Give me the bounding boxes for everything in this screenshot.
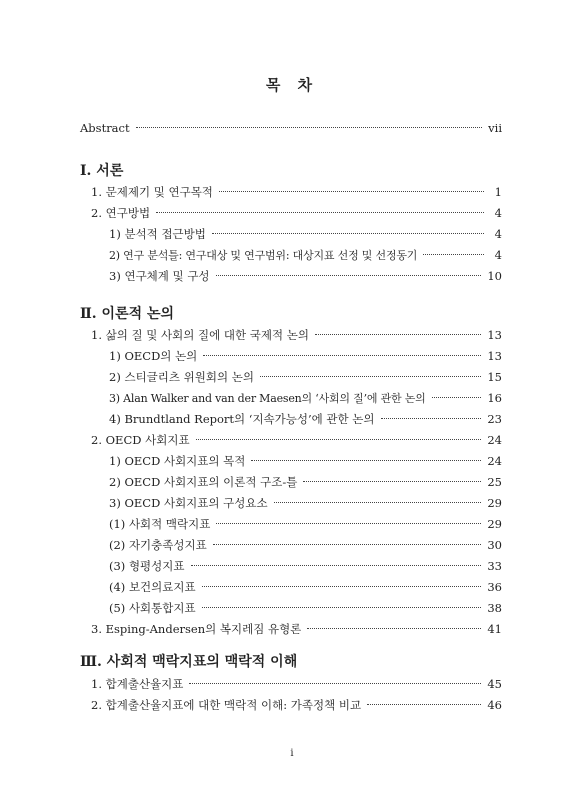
page-number: i bbox=[290, 748, 294, 759]
dot-leader bbox=[189, 683, 481, 684]
dot-leader bbox=[367, 704, 481, 705]
toc-entry-label: 2) 스티글리츠 위원회의 논의 bbox=[109, 370, 254, 384]
toc-entry-page: 23 bbox=[487, 412, 502, 426]
toc-entry-page: 4 bbox=[494, 248, 502, 262]
chapter-heading[interactable]: Ⅲ. 사회적 맥락지표의 맥락적 이해 bbox=[80, 654, 298, 670]
toc-entry[interactable] bbox=[91, 326, 502, 344]
toc-entry[interactable] bbox=[91, 620, 502, 638]
dot-leader bbox=[423, 254, 484, 255]
toc-entry-page: vii bbox=[488, 121, 502, 135]
dot-leader bbox=[260, 376, 481, 377]
toc-entry[interactable] bbox=[109, 473, 502, 491]
dot-leader bbox=[381, 418, 482, 419]
dot-leader bbox=[191, 565, 482, 566]
toc-entry-label: 2. OECD 사회지표 bbox=[91, 433, 190, 447]
toc-entry[interactable] bbox=[91, 431, 502, 449]
dot-leader bbox=[136, 127, 483, 128]
toc-entry[interactable] bbox=[109, 494, 502, 512]
toc-entry-page: 46 bbox=[487, 698, 502, 712]
toc-entry[interactable] bbox=[109, 225, 502, 243]
page-title: 목 차 bbox=[265, 76, 319, 94]
toc-entry-page: 4 bbox=[494, 206, 502, 220]
dot-leader bbox=[274, 502, 482, 503]
dot-leader bbox=[196, 439, 482, 440]
dot-leader bbox=[213, 544, 482, 545]
toc-entry-label: 2. 연구방법 bbox=[91, 206, 151, 220]
toc-entry-label: 3) OECD 사회지표의 구성요소 bbox=[109, 496, 268, 510]
toc-entry-label: 2) 연구 분석틀: 연구대상 및 연구범위: 대상지표 선정 및 선정동기 bbox=[109, 249, 418, 262]
toc-entry-page: 25 bbox=[487, 475, 502, 489]
toc-entry[interactable] bbox=[91, 204, 502, 222]
toc-entry[interactable] bbox=[109, 578, 502, 596]
dot-leader bbox=[251, 460, 481, 461]
toc-entry-label: 2) OECD 사회지표의 이론적 구조-틀 bbox=[109, 475, 298, 489]
dot-leader bbox=[432, 397, 482, 398]
toc-entry-label: 1. 삶의 질 및 사회의 질에 대한 국제적 논의 bbox=[91, 328, 309, 342]
toc-entry-label: 3. Esping-Andersen의 복지레짐 유형론 bbox=[91, 622, 302, 636]
toc-entry[interactable] bbox=[109, 557, 502, 575]
toc-entry[interactable] bbox=[109, 267, 502, 285]
toc-entry-label: (4) 보건의료지표 bbox=[109, 580, 196, 594]
toc-entry-label: (3) 형평성지표 bbox=[109, 559, 185, 573]
toc-entry-label: 4) Brundtland Report의 ‘지속가능성’에 관한 논의 bbox=[109, 412, 375, 426]
toc-entry-page: 36 bbox=[487, 580, 502, 594]
dot-leader bbox=[219, 191, 484, 192]
toc-entry-label: (1) 사회적 맥락지표 bbox=[109, 517, 211, 531]
toc-entry-page: 4 bbox=[494, 227, 502, 241]
dot-leader bbox=[307, 628, 481, 629]
toc-entry-page: 30 bbox=[487, 538, 502, 552]
toc-entry[interactable] bbox=[109, 410, 502, 428]
toc-entry-page: 10 bbox=[487, 269, 502, 283]
toc-entry-label: 1) OECD 사회지표의 목적 bbox=[109, 454, 246, 468]
toc-entry-label: 3) 연구체계 및 구성 bbox=[109, 269, 210, 283]
dot-leader bbox=[303, 481, 481, 482]
dot-leader bbox=[216, 275, 482, 276]
toc-entry-page: 24 bbox=[487, 433, 502, 447]
toc-entry-label: Abstract bbox=[80, 121, 130, 135]
toc-entry-page: 16 bbox=[487, 391, 502, 405]
toc-entry-page: 29 bbox=[487, 517, 502, 531]
toc-entry-page: 45 bbox=[487, 677, 502, 691]
toc-entry[interactable] bbox=[109, 246, 502, 264]
toc-entry-page: 33 bbox=[487, 559, 502, 573]
toc-entry-page: 15 bbox=[487, 370, 502, 384]
toc-entry[interactable] bbox=[91, 183, 502, 201]
dot-leader bbox=[315, 334, 481, 335]
toc-entry-label: 3) Alan Walker and van der Maesen의 ‘사회의 질’에 관한 논의 bbox=[109, 392, 426, 405]
chapter-heading[interactable]: Ⅱ. 이론적 논의 bbox=[80, 306, 175, 322]
chapter-heading[interactable]: Ⅰ. 서론 bbox=[80, 163, 124, 179]
dot-leader bbox=[216, 523, 481, 524]
toc-entry-label: (2) 자기충족성지표 bbox=[109, 538, 207, 552]
toc-entry-page: 13 bbox=[487, 349, 502, 363]
toc-entry[interactable] bbox=[109, 452, 502, 470]
toc-entry-label: 2. 합계출산율지표에 대한 맥락적 이해: 가족정책 비교 bbox=[91, 698, 362, 712]
toc-entry-page: 41 bbox=[487, 622, 502, 636]
toc-entry-abstract[interactable] bbox=[80, 119, 502, 137]
toc-entry[interactable] bbox=[109, 389, 502, 407]
toc-entry-label: (5) 사회통합지표 bbox=[109, 601, 196, 615]
toc-entry-label: 1) 분석적 접근방법 bbox=[109, 227, 206, 241]
toc-entry-label: 1. 문제제기 및 연구목적 bbox=[91, 185, 213, 199]
toc-entry-label: 1) OECD의 논의 bbox=[109, 349, 198, 363]
dot-leader bbox=[212, 233, 484, 234]
toc-entry[interactable] bbox=[91, 696, 502, 714]
dot-leader bbox=[202, 607, 482, 608]
dot-leader bbox=[202, 586, 482, 587]
toc-entry[interactable] bbox=[109, 599, 502, 617]
toc-entry[interactable] bbox=[91, 675, 502, 693]
dot-leader bbox=[156, 212, 484, 213]
toc-entry-page: 1 bbox=[494, 185, 502, 199]
toc-entry[interactable] bbox=[109, 536, 502, 554]
toc-entry-page: 24 bbox=[487, 454, 502, 468]
toc-entry[interactable] bbox=[109, 515, 502, 533]
dot-leader bbox=[203, 355, 481, 356]
toc-entry[interactable] bbox=[109, 368, 502, 386]
toc-entry-label: 1. 합계출산율지표 bbox=[91, 677, 184, 691]
toc-entry[interactable] bbox=[109, 347, 502, 365]
toc-entry-page: 13 bbox=[487, 328, 502, 342]
toc-entry-page: 29 bbox=[487, 496, 502, 510]
toc-entry-page: 38 bbox=[487, 601, 502, 615]
